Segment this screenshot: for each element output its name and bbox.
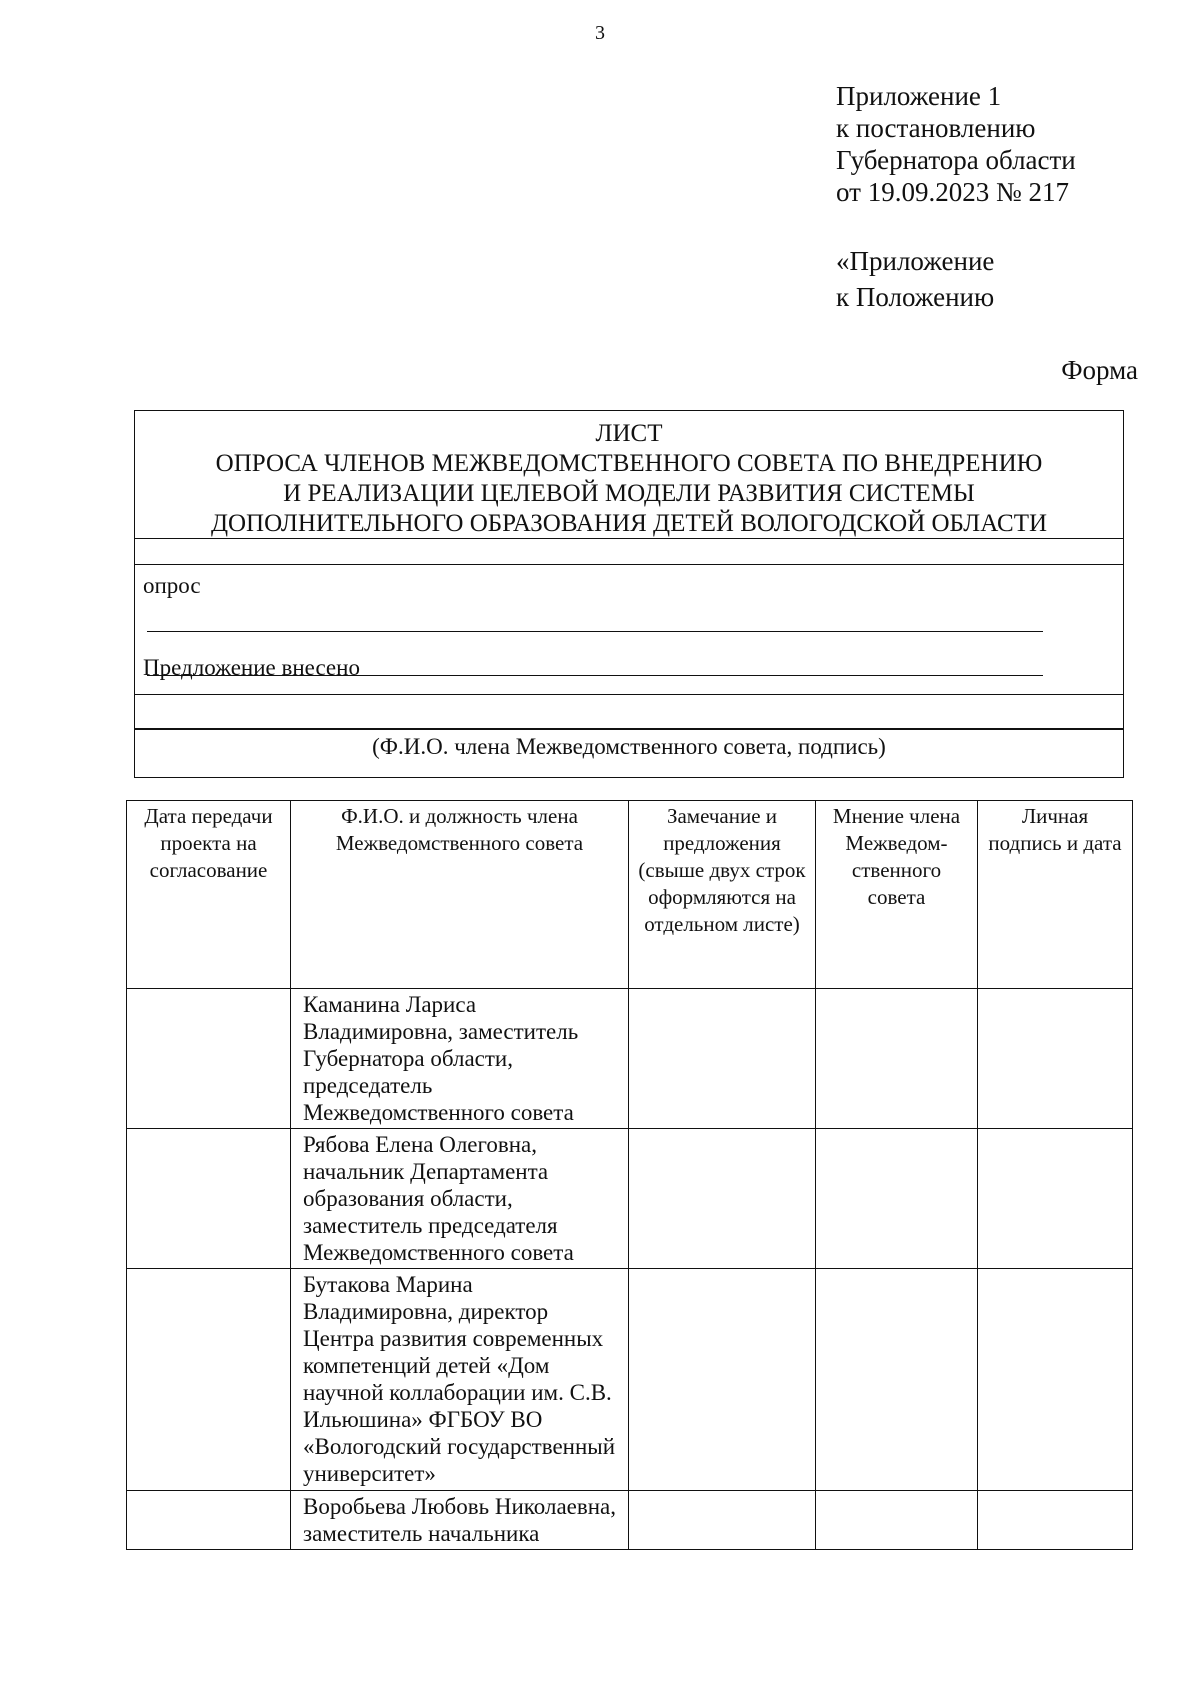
- appendix2-line: к Положению: [836, 282, 995, 312]
- signature-cell[interactable]: [978, 1491, 1133, 1550]
- date-cell[interactable]: [127, 989, 291, 1129]
- blank-row: [135, 539, 1123, 565]
- header-date: Дата передачи проекта на согласование: [127, 801, 291, 989]
- signature-cell[interactable]: [978, 1129, 1133, 1269]
- sheet-title: [135, 411, 1123, 539]
- fio-caption-row: [135, 730, 1123, 766]
- fio-caption: (Ф.И.О. члена Межведомственного совета, подпись): [372, 734, 886, 759]
- survey-sheet-header: [134, 410, 1124, 778]
- header-member: Ф.И.О. и должность члена Межведомственного совета: [291, 801, 629, 989]
- date-cell[interactable]: [127, 1269, 291, 1491]
- opinion-cell[interactable]: [816, 1269, 978, 1491]
- appendix-line: к постановлению: [836, 113, 1036, 143]
- signature-cell[interactable]: [978, 1269, 1133, 1491]
- form-label: Форма: [1061, 355, 1138, 385]
- member-cell: Рябова Елена Олеговна, начальник Департамента образования области, заместитель председателя Межведомственного совета: [291, 1129, 629, 1269]
- remarks-cell[interactable]: [629, 989, 816, 1129]
- appendix-line: Губернатора области: [836, 145, 1076, 175]
- header-signature: Личная подпись и дата: [978, 801, 1133, 989]
- opros-label: опрос: [143, 573, 201, 598]
- appendix-line: от 19.09.2023 № 217: [836, 177, 1069, 207]
- member-cell: Каманина Лариса Владимировна, заместитель Губернатора области, председатель Межведомственного совета: [291, 989, 629, 1129]
- header-opinion: Мнение члена Межведом-ственного совета: [816, 801, 978, 989]
- proposal-label: Предложение внесено: [143, 655, 360, 680]
- table-header-row: [127, 801, 1133, 989]
- remarks-cell[interactable]: [629, 1269, 816, 1491]
- header-remarks: Замечание и предложения (свыше двух строк оформляются на отдельном листе): [629, 801, 816, 989]
- table-row: [127, 1129, 1133, 1269]
- sheet-title-line: ДОПОЛНИТЕЛЬНОГО ОБРАЗОВАНИЯ ДЕТЕЙ ВОЛОГОДСКОЙ ОБЛАСТИ: [210, 510, 1048, 537]
- appendix2-line: «Приложение: [836, 246, 995, 276]
- sheet-title-line: ЛИСТ: [595, 420, 663, 447]
- sheet-title-line: И РЕАЛИЗАЦИИ ЦЕЛЕВОЙ МОДЕЛИ РАЗВИТИЯ СИСТЕМЫ: [283, 480, 975, 507]
- page-number: 3: [595, 22, 605, 44]
- opinion-cell[interactable]: [816, 1129, 978, 1269]
- remarks-cell[interactable]: [629, 1491, 816, 1550]
- appendix-to-regulation-block: [836, 243, 994, 315]
- appendix-block: [836, 80, 1076, 208]
- table-row: [127, 1491, 1133, 1550]
- date-cell[interactable]: [127, 1129, 291, 1269]
- date-cell[interactable]: [127, 1491, 291, 1550]
- fill-line: [147, 631, 1043, 632]
- appendix-line: Приложение 1: [836, 81, 1002, 111]
- member-cell: Бутакова Марина Владимировна, директор Центра развития современных компетенций детей «Дом научной коллаборации им. С.В. Ильюшина» ФГБОУ ВО «Вологодский государственный университет»: [291, 1269, 629, 1491]
- proposal-row: [135, 655, 1123, 729]
- table-row: [127, 989, 1133, 1129]
- table-row: [127, 1269, 1133, 1491]
- signature-cell[interactable]: [978, 989, 1133, 1129]
- remarks-cell[interactable]: [629, 1129, 816, 1269]
- sheet-title-line: ОПРОСА ЧЛЕНОВ МЕЖВЕДОМСТВЕННОГО СОВЕТА ПО ВНЕДРЕНИЮ: [215, 450, 1043, 477]
- opinion-cell[interactable]: [816, 1491, 978, 1550]
- member-cell: Воробьева Любовь Николаевна, заместитель начальника: [291, 1491, 629, 1550]
- approval-table: [126, 800, 1133, 1550]
- opinion-cell[interactable]: [816, 989, 978, 1129]
